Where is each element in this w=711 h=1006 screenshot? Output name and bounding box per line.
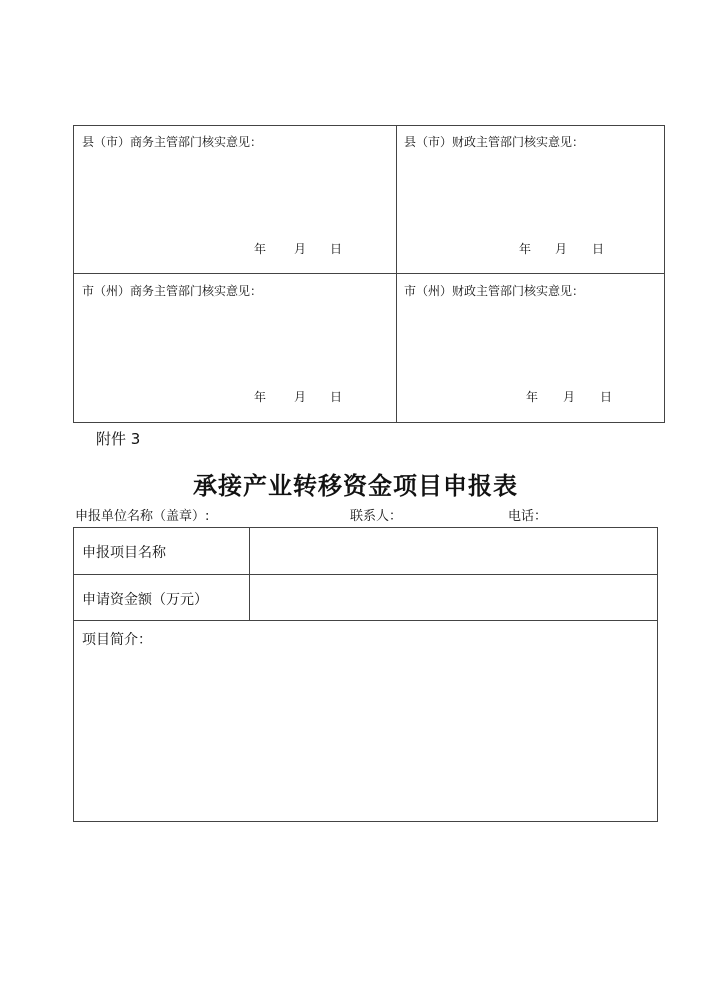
application-form-table [73,527,658,822]
city-commerce-opinion-label: 市（州）商务主管部门核实意见： [82,284,263,298]
project-name-label: 申报项目名称 [82,545,166,561]
approval-table [73,125,665,423]
date-month: 月 [563,390,576,404]
county-commerce-opinion-label: 县（市）商务主管部门核实意见： [82,135,263,149]
summary-field[interactable] [82,653,647,813]
county-commerce-date [254,240,342,257]
date-month: 月 [294,242,307,256]
city-finance-opinion-label: 市（州）财政主管部门核实意见： [404,284,585,298]
page-title: 承接产业转移资金项目申报表 [193,471,518,500]
form-divider-2 [74,620,657,621]
contact-label: 联系人： [350,509,403,524]
project-name-field[interactable] [258,542,648,562]
city-finance-date [526,388,612,405]
summary-label: 项目简介： [82,632,152,648]
date-day: 日 [600,390,613,404]
amount-label: 申请资金额（万元） [82,592,208,608]
unit-name-label: 申报单位名称（盖章）: [75,509,210,524]
attachment-label: 附件 3 [96,430,141,448]
county-finance-opinion-label: 县（市）财政主管部门核实意见： [404,135,585,149]
city-commerce-date [254,388,342,405]
table-divider-vertical [396,126,397,422]
date-month: 月 [294,390,307,404]
date-year: 年 [519,242,532,256]
date-month: 月 [555,242,568,256]
county-finance-date [519,240,604,257]
form-divider-1 [74,574,657,575]
date-year: 年 [526,390,539,404]
date-year: 年 [254,390,267,404]
phone-label: 电话： [508,509,548,524]
amount-field[interactable] [258,589,648,609]
table-divider-horizontal [74,273,664,274]
date-year: 年 [254,242,267,256]
date-day: 日 [330,390,343,404]
date-day: 日 [330,242,343,256]
form-divider-vertical [249,528,250,621]
date-day: 日 [592,242,605,256]
